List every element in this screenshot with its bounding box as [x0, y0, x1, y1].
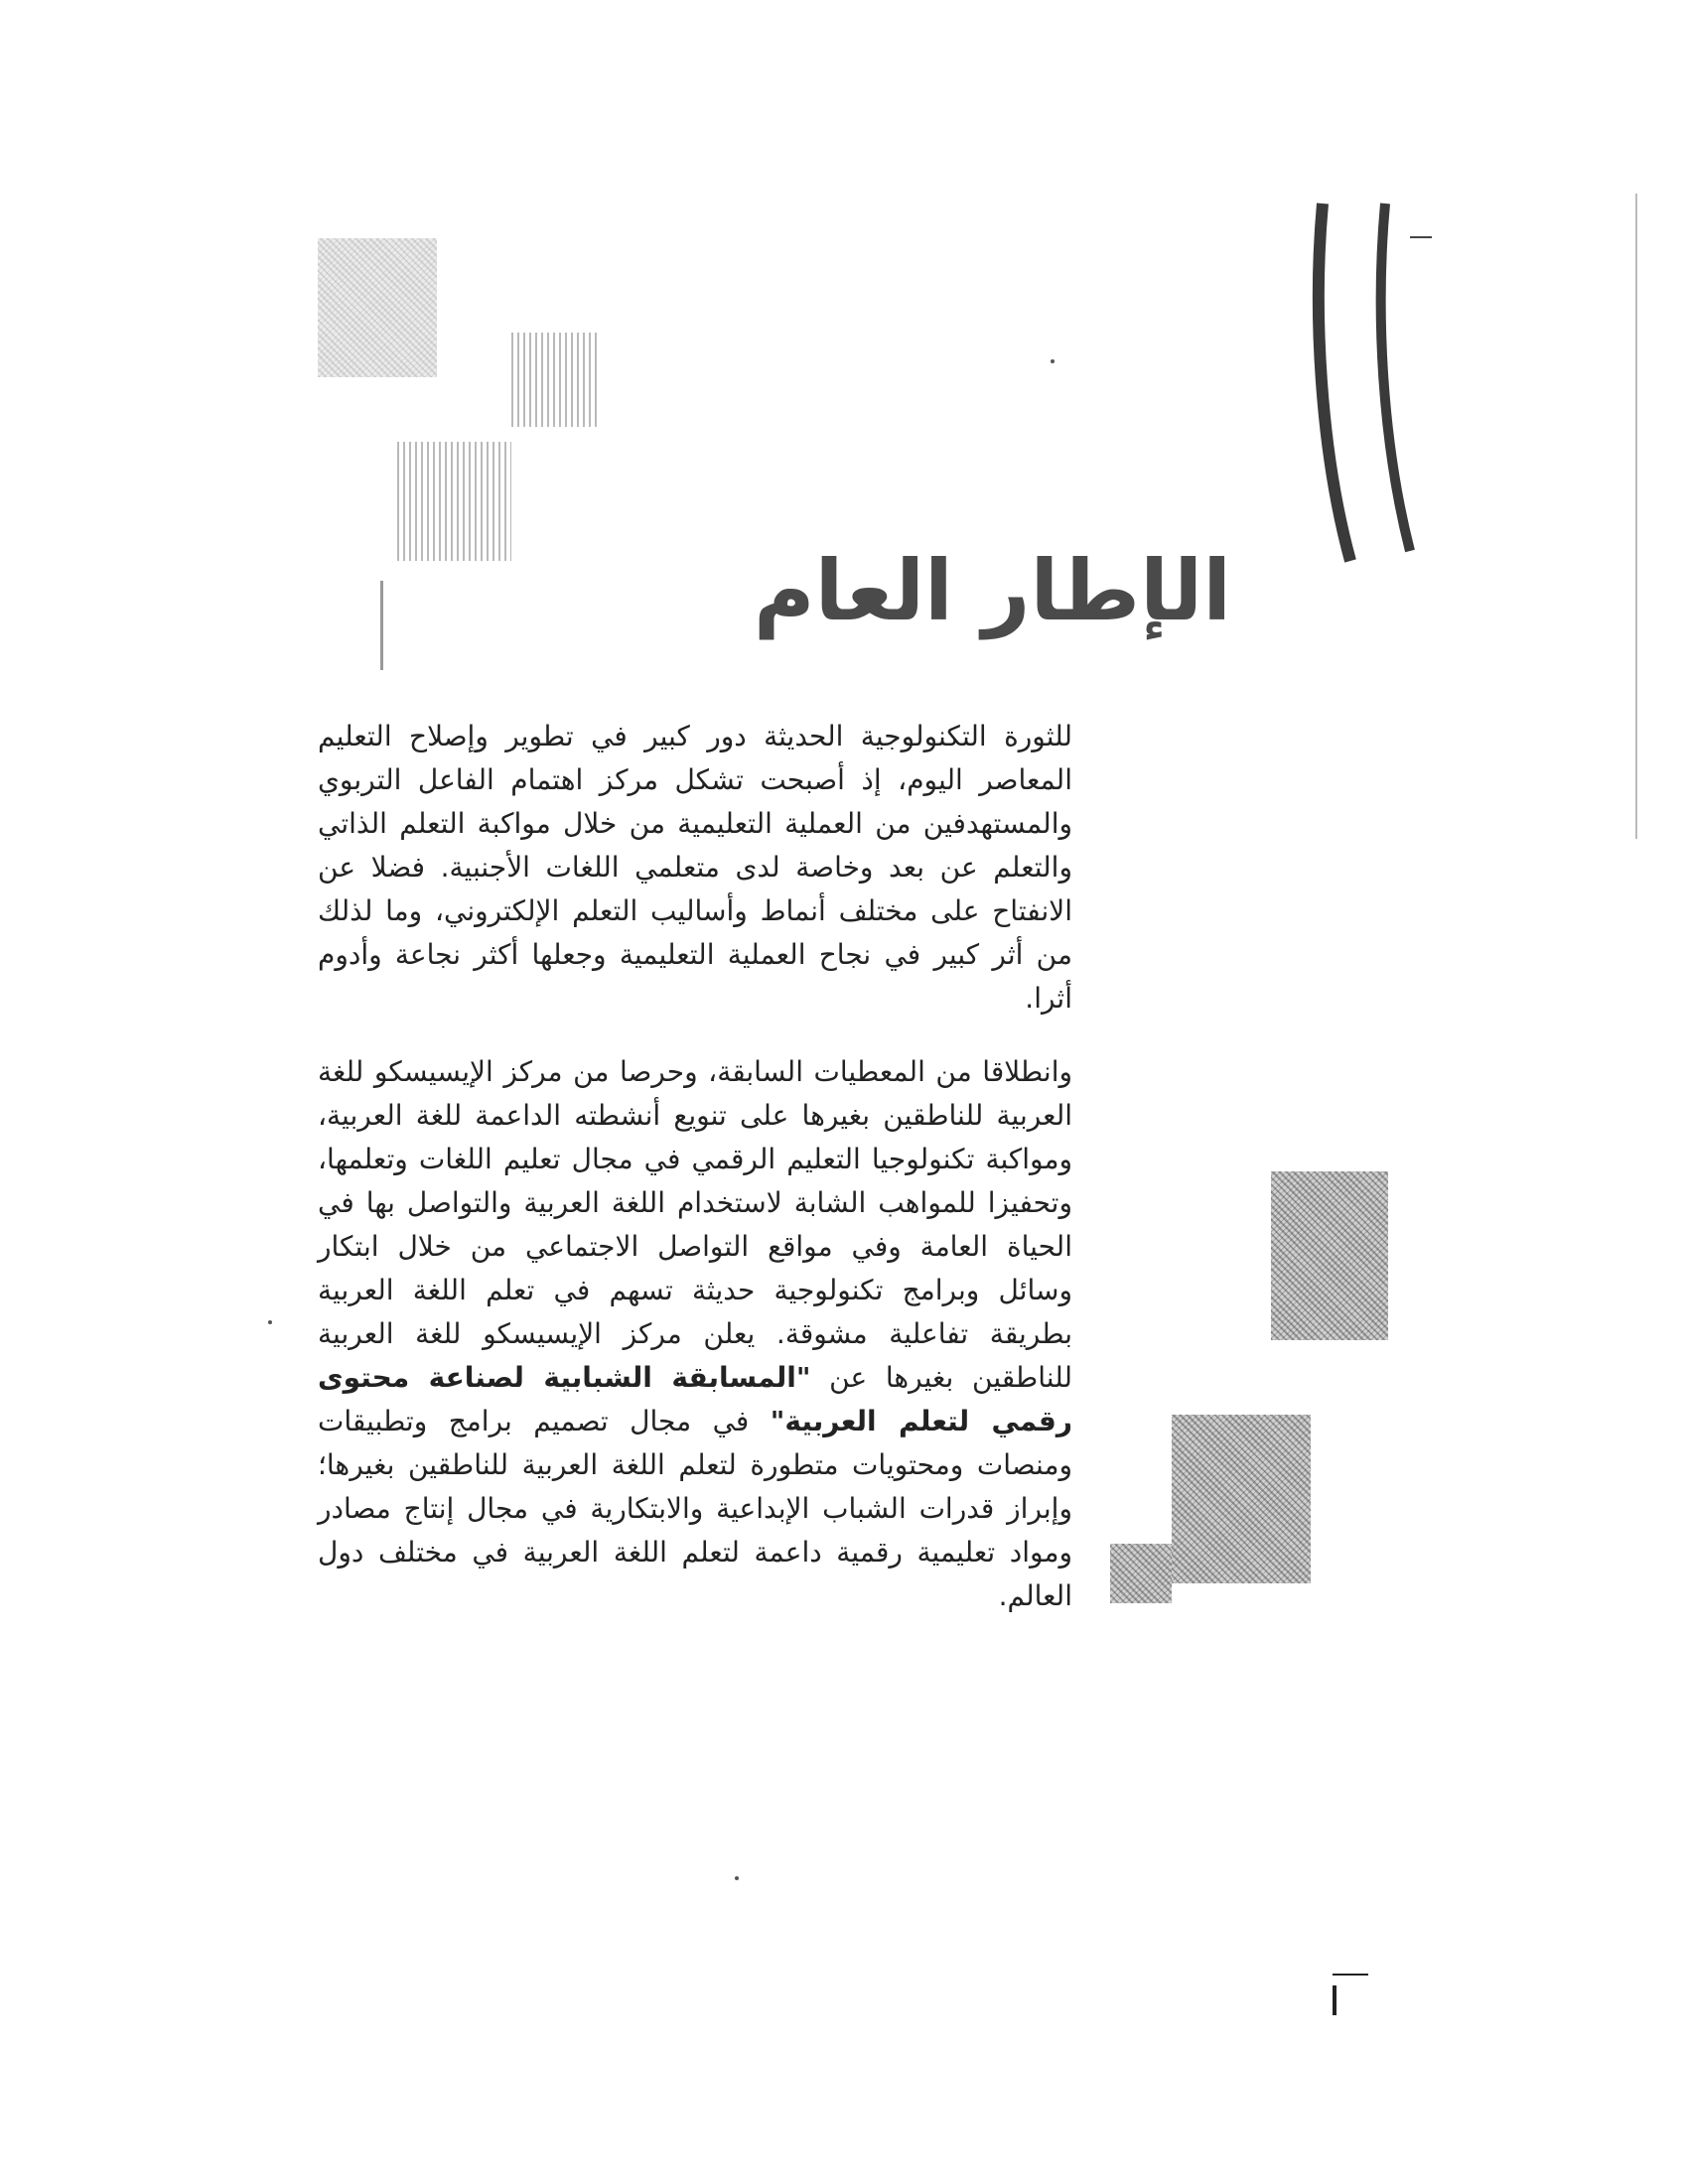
paragraph-announcement-part2: في مجال تصميم برامج وتطبيقات ومنصات ومحتويات متطورة لتعلم اللغة العربية للناطقين بغيرها؛ وإبراز قدرات الشباب الإبداعية والابتكارية في مجال إنتاج مصادر ومواد تعليمية رقمية داعمة لتعلم اللغة العربية في مختلف دول العالم.	[318, 1405, 1072, 1612]
paragraph-intro: للثورة التكنولوجية الحديثة دور كبير في تطوير وإصلاح التعليم المعاصر اليوم، إذ أصبحت تشكل مركز اهتمام الفاعل التربوي والمستهدفين من العملية التعليمية من خلال مواكبة التعلم الذاتي والتعلم عن بعد وخاصة لدى متعلمي اللغات الأجنبية. فضلا عن الانفتاح على مختلف أنماط وأساليب التعلم الإلكتروني، وما لذلك من أثر كبير في نجاح العملية التعليمية وجعلها أكثر نجاعة وأدوم أثرا.	[318, 720, 1072, 1015]
paragraph-announcement	[318, 1050, 1072, 1618]
decorative-square	[1271, 1171, 1388, 1340]
page-number-mark	[1333, 1985, 1336, 2015]
scan-speck	[268, 1320, 272, 1324]
scan-artifact	[511, 333, 601, 427]
page-title: الإطار العام	[754, 542, 1231, 639]
decorative-line	[1635, 194, 1637, 839]
body-text	[318, 715, 1072, 1648]
scan-artifact	[318, 238, 437, 377]
scan-artifact	[380, 581, 383, 670]
page-number-mark	[1333, 1974, 1368, 1976]
scan-artifact	[397, 442, 511, 561]
decorative-line	[1410, 236, 1432, 238]
decorative-square	[1172, 1415, 1311, 1583]
scan-speck	[1051, 359, 1055, 363]
competition-name: "المسابقة الشبابية لصناعة محتوى رقمي لتعلم العربية"	[318, 1361, 1073, 1437]
decorative-curves	[1291, 194, 1420, 591]
scan-speck	[735, 1876, 739, 1880]
paragraph-announcement-part1: وانطلاقا من المعطيات السابقة، وحرصا من مركز الإيسيسكو للغة العربية للناطقين بغيرها على تنويع أنشطته الداعمة للغة العربية، ومواكبة تكنولوجيا التعليم الرقمي في مجال تعليم اللغات وتعلمها، وتحفيزا للمواهب الشابة لاستخدام اللغة العربية والتواصل بها في الحياة العامة وفي مواقع التواصل الاجتماعي من خلال ابتكار وسائل وبرامج تكنولوجية حديثة تسهم في تعلم اللغة العربية بطريقة تفاعلية مشوقة. يعلن مركز الإيسيسكو للغة العربية للناطقين بغيرها عن	[318, 1055, 1072, 1394]
decorative-square	[1110, 1544, 1172, 1603]
